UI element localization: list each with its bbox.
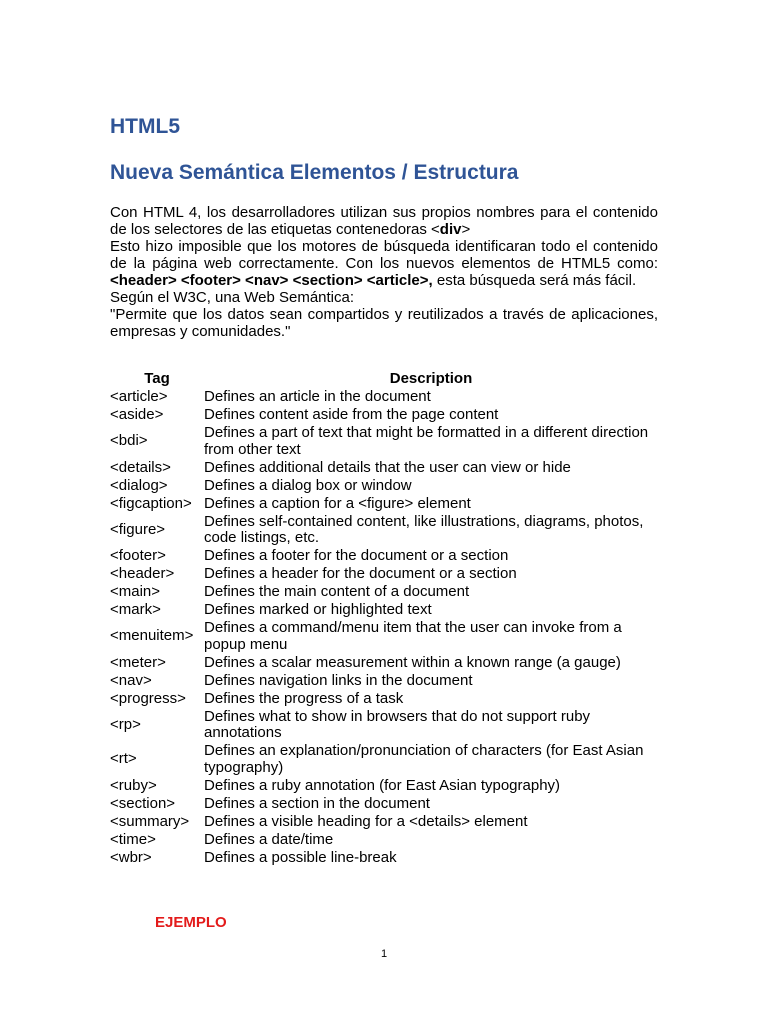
intro-text: [110, 204, 658, 340]
tag-cell: <aside>: [110, 406, 164, 423]
table-body: [110, 389, 658, 868]
tag-cell: <time>: [110, 830, 156, 848]
description-cell: Defines a header for the document or a section: [204, 565, 517, 582]
table-row: [110, 584, 658, 602]
table-header-row: [110, 370, 658, 389]
table-row: [110, 514, 658, 549]
tag-cell: <nav>: [110, 671, 152, 689]
table-row: [110, 832, 658, 850]
description-cell: Defines self-contained content, like illustrations, diagrams, photos, code listings, etc.: [204, 512, 644, 546]
intro-paragraph-3: Según el W3C, una Web Semántica:: [110, 289, 355, 306]
table-row: [110, 620, 658, 655]
description-cell: Defines a dialog box or window: [204, 476, 412, 494]
tag-cell: <article>: [110, 388, 168, 405]
table-row: [110, 814, 658, 832]
table-row: [110, 548, 658, 566]
tags-table: [110, 370, 658, 868]
intro-p1-text: Con HTML 4, los desarrolladores utilizan sus propios nombres para el contenido de los selectores de las etiquetas contenedoras <: [110, 204, 658, 238]
description-cell: Defines an article in the document: [204, 388, 431, 405]
tag-cell: <rt>: [110, 750, 137, 768]
tag-cell: <footer>: [110, 547, 166, 564]
description-cell: Defines the progress of a task: [204, 689, 404, 707]
intro-p1-after: >: [461, 221, 471, 238]
table-row: [110, 389, 658, 407]
tag-cell: <ruby>: [110, 776, 157, 794]
intro-p2-text: Esto hizo imposible que los motores de búsqueda identificaran todo el contenido de la página web correctamente. Con los nuevos elementos de HTML5 como:: [110, 238, 658, 272]
table-row: [110, 425, 658, 460]
tag-cell: <mark>: [110, 601, 161, 618]
header-tag: Tag: [144, 369, 170, 387]
description-cell: Defines a visible heading for a <details> element: [204, 812, 528, 830]
description-cell: Defines a possible line-break: [204, 848, 397, 866]
intro-p1-bold: div: [439, 221, 462, 238]
table-row: [110, 478, 658, 496]
tag-cell: <figure>: [110, 520, 166, 538]
description-cell: Defines a caption for a <figure> element: [204, 494, 471, 512]
table-row: [110, 460, 658, 478]
description-cell: Defines an explanation/pronunciation of characters (for East Asian typography): [204, 742, 644, 776]
table-row: [110, 778, 658, 796]
tag-cell: <header>: [110, 565, 175, 582]
table-row: [110, 796, 658, 814]
description-cell: Defines content aside from the page content: [204, 406, 499, 423]
tag-cell: <dialog>: [110, 476, 168, 494]
tag-cell: <summary>: [110, 812, 190, 830]
intro-paragraph-1: [110, 204, 658, 238]
tag-cell: <progress>: [110, 689, 186, 707]
tag-cell: <main>: [110, 583, 161, 600]
description-cell: Defines the main content of a document: [204, 583, 470, 600]
table-row: [110, 691, 658, 709]
tag-cell: <menuitem>: [110, 627, 194, 645]
intro-paragraph-2: [110, 238, 658, 289]
table-row: [110, 673, 658, 691]
description-cell: Defines additional details that the user can view or hide: [204, 458, 571, 476]
tag-cell: <section>: [110, 794, 176, 812]
example-label: EJEMPLO: [155, 914, 227, 931]
table-row: [110, 655, 658, 673]
intro-p2-bold: <header> <footer> <nav> <section> <article>,: [110, 272, 433, 289]
description-cell: Defines what to show in browsers that do not support ruby annotations: [204, 707, 591, 741]
page-title: HTML5: [110, 115, 180, 138]
description-cell: Defines a ruby annotation (for East Asian typography): [204, 776, 561, 794]
description-cell: Defines a command/menu item that the user can invoke from a popup menu: [204, 619, 622, 653]
description-cell: Defines a footer for the document or a section: [204, 547, 509, 564]
intro-p2-after: esta búsqueda será más fácil.: [432, 272, 637, 289]
description-cell: Defines a date/time: [204, 830, 334, 848]
table-row: [110, 743, 658, 778]
description-cell: Defines marked or highlighted text: [204, 601, 432, 618]
page-number: 1: [380, 948, 388, 960]
table-row: [110, 407, 658, 425]
table-row: [110, 850, 658, 868]
table-row: [110, 566, 658, 584]
intro-paragraph-4: "Permite que los datos sean compartidos y reutilizados a través de aplicaciones, empresas y comunidades.": [110, 306, 658, 340]
table-row: [110, 709, 658, 744]
description-cell: Defines a scalar measurement within a known range (a gauge): [204, 653, 621, 671]
table-row: [110, 602, 658, 620]
tag-cell: <rp>: [110, 715, 141, 733]
tag-cell: <wbr>: [110, 848, 152, 866]
table-row: [110, 496, 658, 514]
description-cell: Defines navigation links in the document: [204, 671, 473, 689]
page-subtitle: Nueva Semántica Elementos / Estructura: [110, 161, 519, 184]
header-description: Description: [389, 369, 473, 387]
tag-cell: <meter>: [110, 653, 166, 671]
tag-cell: <details>: [110, 458, 171, 476]
description-cell: Defines a part of text that might be formatted in a different direction from other text: [204, 424, 649, 458]
tag-cell: <bdi>: [110, 432, 148, 450]
tag-cell: <figcaption>: [110, 494, 192, 512]
description-cell: Defines a section in the document: [204, 794, 430, 812]
